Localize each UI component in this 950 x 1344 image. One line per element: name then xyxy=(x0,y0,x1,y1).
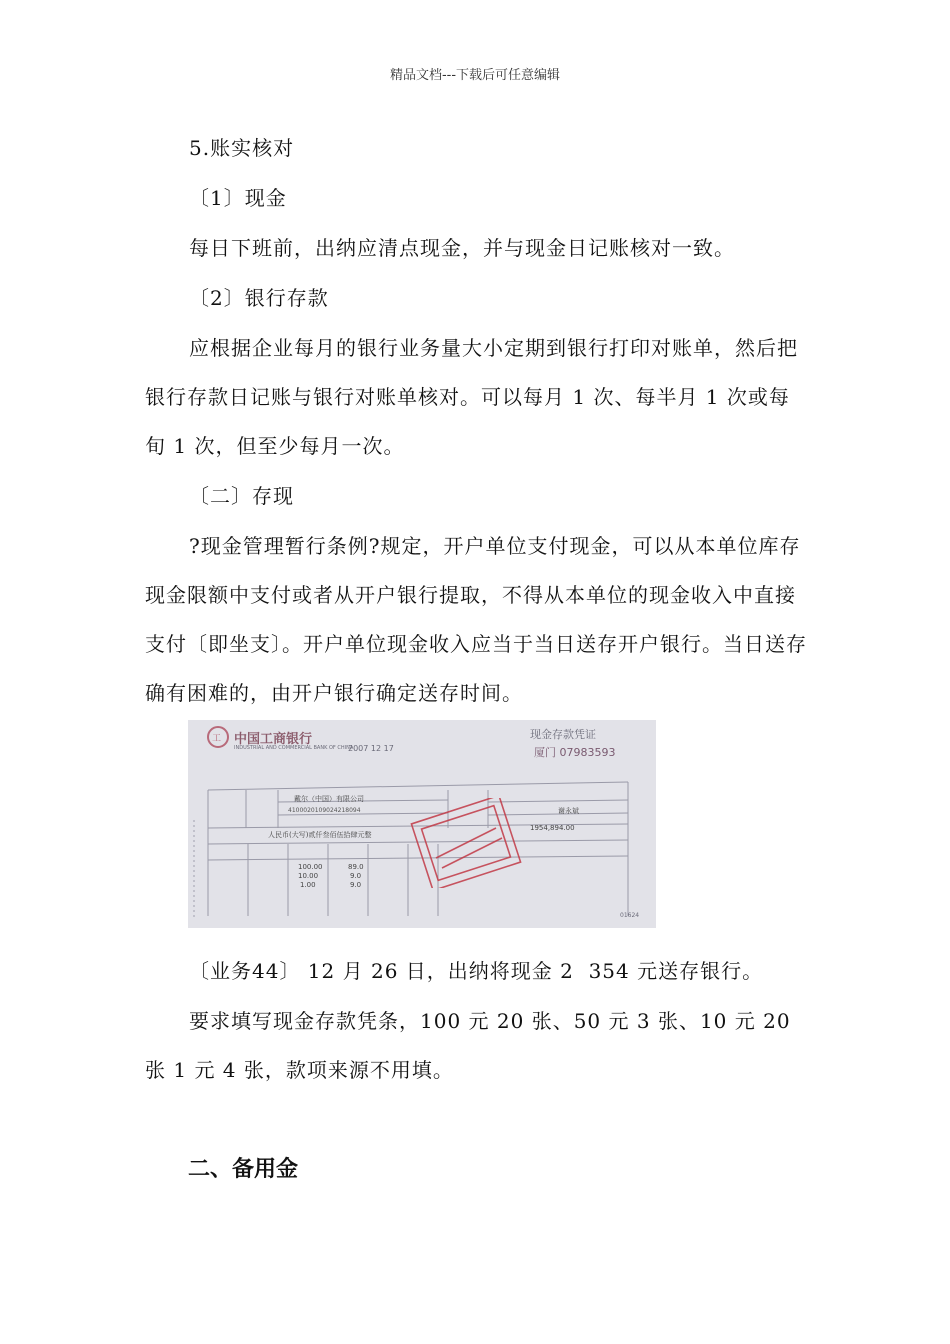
slip-amount: 1954,894.00 xyxy=(530,824,575,832)
slip-bank-name: 中国工商银行 xyxy=(234,732,313,747)
paragraph-task-44: 〔业务44〕 12 月 26 日，出纳将现金 2 354 元送存银行。 xyxy=(189,959,764,983)
slip-date: 2007 12 17 xyxy=(348,744,394,753)
slip-count-3: 9.0 xyxy=(350,881,362,889)
slip-depositor: 谢永斌 xyxy=(558,807,579,815)
paragraph-account-check: 5.账实核对 xyxy=(189,136,295,160)
paragraph-bank-heading: 〔2〕银行存款 xyxy=(189,286,329,310)
section-heading-petty-cash: 二、备用金 xyxy=(188,1157,299,1182)
paragraph-deposit-body: ?现金管理暂行条例?规定，开户单位支付现金，可以从本单位库存现金限额中支付或者从开户银行提取，不得从本单位的现金收入中直接支付〔即坐支〕。开户单位现金收入应当于当日送存开户银行。当日送存确有困难的，由开户银行确定送存时间。 xyxy=(145,534,807,705)
slip-denomination-3: 1.00 xyxy=(300,881,316,889)
slip-denomination-2: 10.00 xyxy=(298,872,319,880)
paragraph-bank-body: 应根据企业每月的银行业务量大小定期到银行打印对账单，然后把银行存款日记账与银行对账单核对。可以每月 1 次、每半月 1 次或每旬 1 次，但至少每月一次。 xyxy=(145,336,798,458)
slip-doc-title: 现金存款凭证 xyxy=(530,728,596,741)
slip-account: 4100020109024218094 xyxy=(288,807,361,814)
paragraph-task-requirement: 要求填写现金存款凭条，100 元 20 张、50 元 3 张、10 元 20 张 1 元 4 张，款项来源不用填。 xyxy=(145,1009,798,1082)
svg-text:工: 工 xyxy=(212,734,222,744)
deposit-slip-image xyxy=(188,720,656,928)
paragraph-cash-heading: 〔1〕现金 xyxy=(189,186,287,210)
slip-count-2: 9.0 xyxy=(350,872,362,880)
paragraph-deposit-heading: 〔二〕存现 xyxy=(189,484,294,508)
slip-company: 戴尔（中国）有限公司 xyxy=(294,795,364,803)
slip-denomination-1: 100.00 xyxy=(298,863,323,871)
slip-serial: 厦门 07983593 xyxy=(534,746,616,759)
slip-bank-name-en: INDUSTRIAL AND COMMERCIAL BANK OF CHINA xyxy=(234,745,354,751)
paragraph-cash-body: 每日下班前，出纳应清点现金，并与现金日记账核对一致。 xyxy=(189,236,735,260)
slip-amount-words: 人民币(大写)贰仟叁佰伍拾肆元整 xyxy=(268,831,372,839)
page-header: 精品文档---下载后可任意编辑 xyxy=(389,68,561,83)
slip-count-1: 89.0 xyxy=(348,863,364,871)
slip-footer-code: 01624 xyxy=(620,912,640,919)
bank-stamp-seal xyxy=(406,798,526,888)
